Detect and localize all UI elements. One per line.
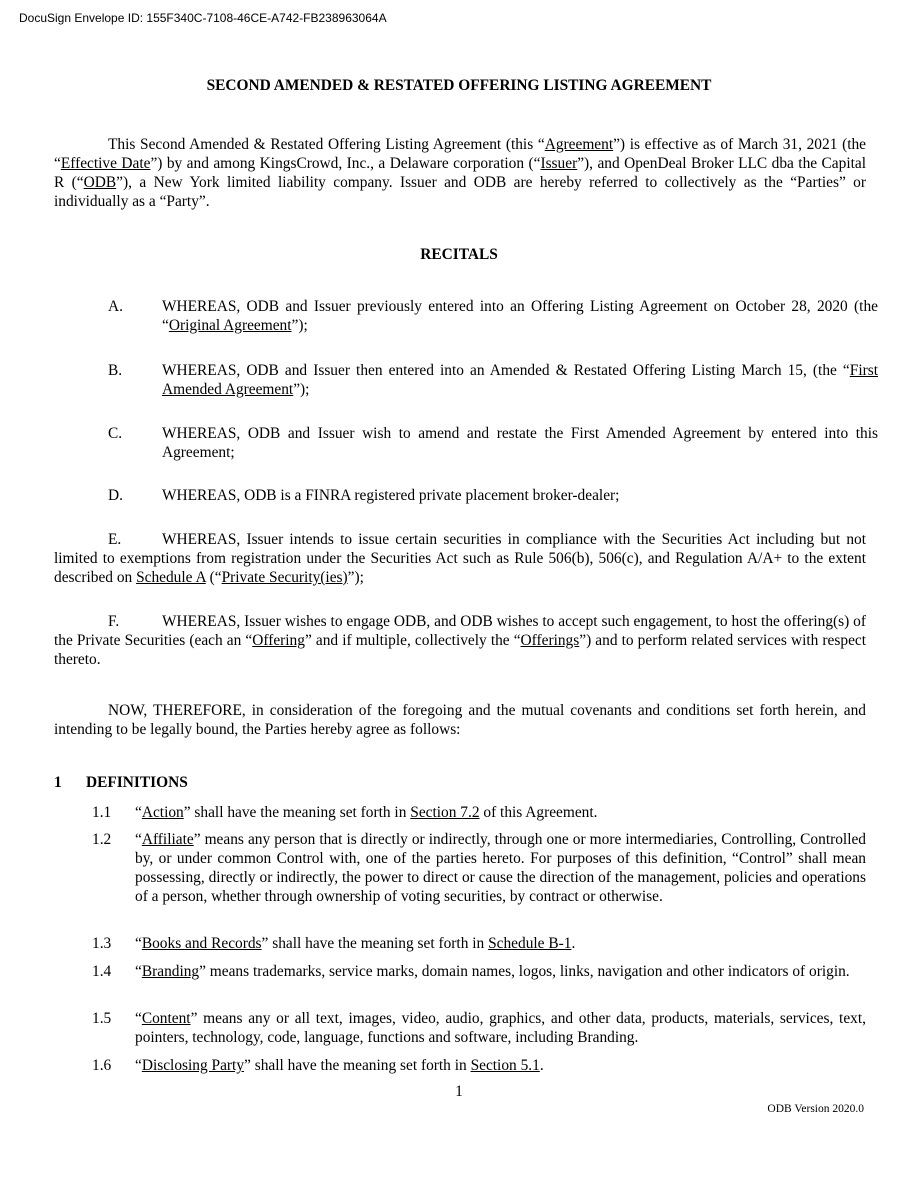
intro-paragraph: This Second Amended & Restated Offering Listing Agreement (this “Agreement”) is effective as of March 31, 2021 (the “Effective Date”) by and among KingsCrowd, Inc., a Delaware corporation (“Issuer”), and OpenDeal Broker LLC dba the Capital R (“ODB”), a New York limited liability company. Issuer and ODB are hereby referred to collectively as the “Parties” or individually as a “Party”. [54,136,866,210]
recital-e: E. WHEREAS, Issuer intends to issue certain securities in compliance with the Securities Act including but not limited to exemptions from registration under the Securities Act such as Rule 506(b), 506(c), and Regulation A/A+ to the extent described on Schedule A (“Private Security(ies)”); [54,531,866,586]
defined-term: Agreement [544,136,614,153]
defined-term: Effective Date [60,155,151,172]
version-label: ODB Version 2020.0 [767,1103,864,1115]
recitals-heading: RECITALS [420,246,498,263]
page-number: 1 [455,1083,463,1100]
now-therefore-paragraph: NOW, THEREFORE, in consideration of the foregoing and the mutual covenants and conditions set forth herein, and intending to be legally bound, the Parties hereby agree as follows: [54,702,866,738]
document-title: SECOND AMENDED & RESTATED OFFERING LISTING AGREEMENT [206,77,712,94]
section-1-heading: 1 DEFINITIONS [54,774,188,791]
defined-term: ODB [83,174,117,191]
defined-term: Issuer [540,155,578,172]
recital-f: F. WHEREAS, Issuer wishes to engage ODB, and ODB wishes to accept such engagement, to host the offering(s) of the Private Securities (each an “Offering” and if multiple, collectively the “Offerings”) and to perform related services with respect thereto. [54,613,867,668]
envelope-id: DocuSign Envelope ID: 155F340C-7108-46CE-A742-FB238963064A [19,11,387,25]
